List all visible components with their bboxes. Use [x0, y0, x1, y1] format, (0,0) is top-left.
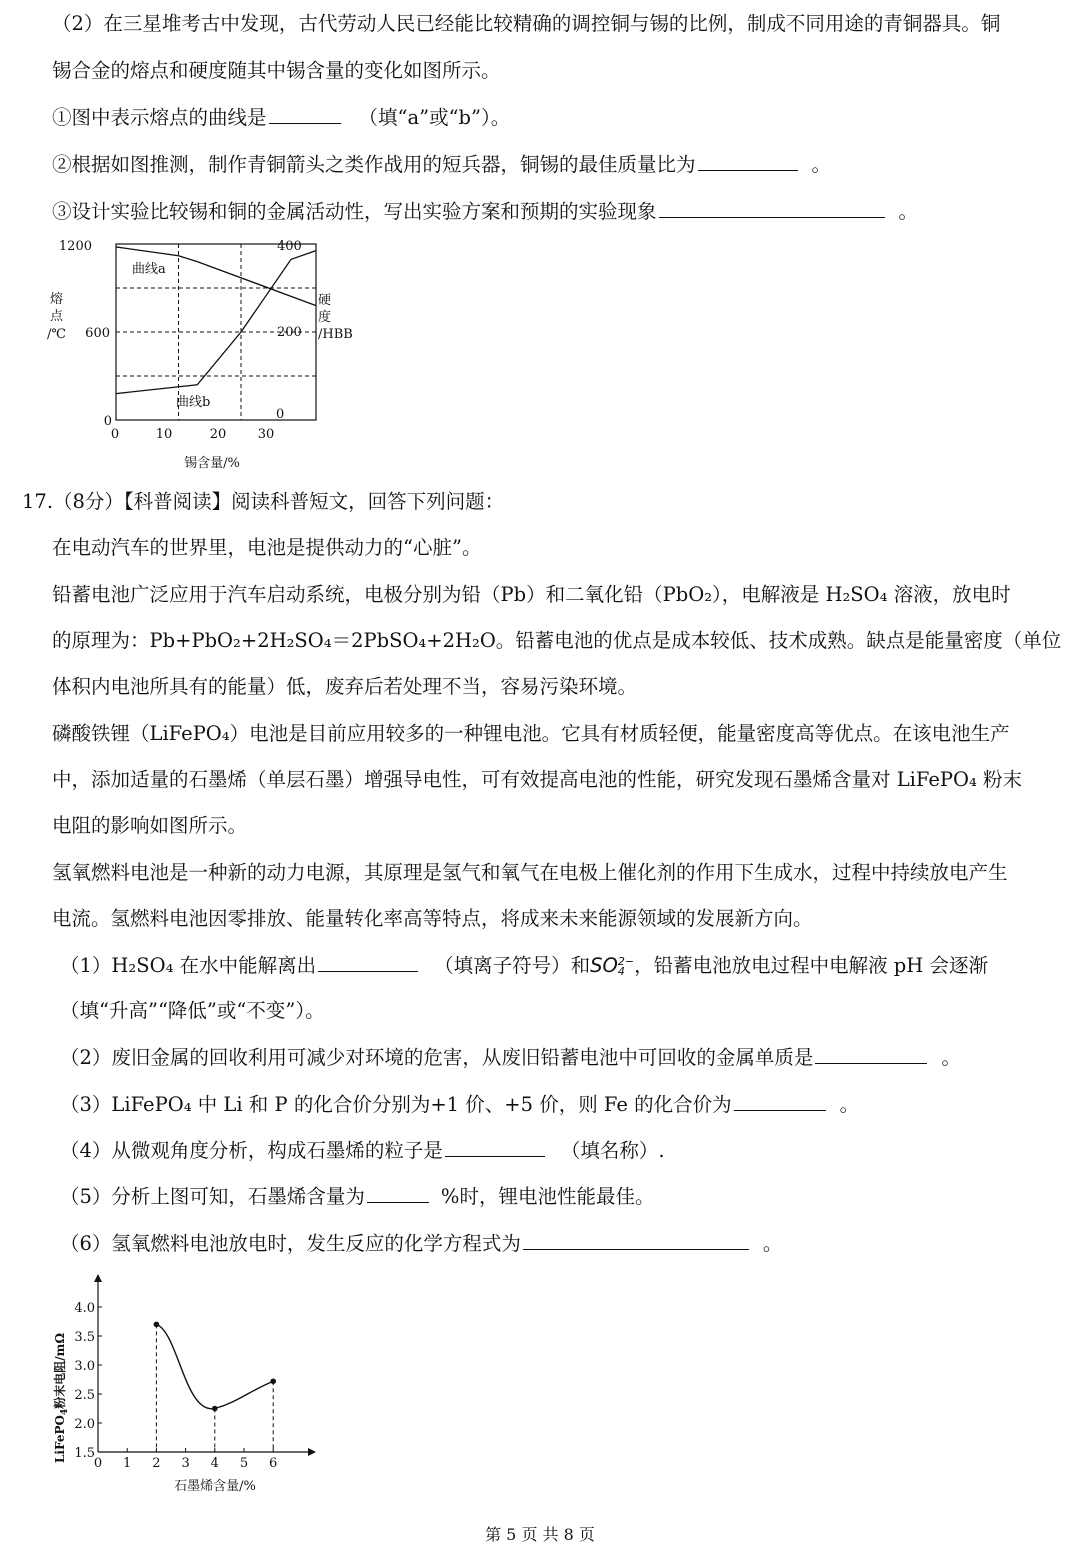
data-point [270, 1378, 276, 1384]
data-point [154, 1322, 160, 1328]
q17-q6-end: 。 [762, 1232, 783, 1255]
y-right-label: /HBB [318, 327, 353, 342]
x-tick: 30 [257, 427, 275, 442]
chart2-ticks [74, 1301, 277, 1471]
q17-q3-text: （3）LiFePO₄ 中 Li 和 P 的化合价分别为+1 价、+5 价，则 Fe 的化合价为 [60, 1093, 732, 1116]
answer-blank[interactable] [269, 103, 341, 124]
q16-sub3-text: ③设计实验比较锡和铜的金属活动性，写出实验方案和预期的实验现象 [52, 200, 657, 223]
q17-q4-hint: （填名称）. [560, 1139, 665, 1162]
q17-q1-text2: ，铅蓄电池放电过程中电解液 pH 会逐渐 [634, 954, 988, 977]
answer-blank[interactable] [659, 197, 885, 218]
y-tick-label: 2.5 [74, 1388, 95, 1403]
y-tick-label: 3.0 [74, 1359, 95, 1374]
q16-sub3 [52, 197, 918, 226]
answer-blank[interactable] [734, 1090, 826, 1111]
q17-question6 [60, 1229, 782, 1258]
q17-q2-end: 。 [941, 1046, 961, 1069]
q17-para4-line1: 氢氧燃料电池是一种新的动力电源，其原理是氢气和氧气在电极上催化剂的作用下生成水，过程中持续放电产生 [52, 861, 1008, 884]
q16-sub2 [52, 150, 831, 179]
x-tick: 0 [110, 427, 120, 442]
resistance-chart [40, 1272, 330, 1502]
data-point [212, 1406, 218, 1412]
y-tick-label: 2.0 [74, 1417, 95, 1432]
y-right-tick: 400 [277, 239, 302, 254]
resistance-curve [156, 1324, 273, 1408]
q17-question4 [60, 1136, 665, 1165]
q17-para4-line2: 电流。氢燃料电池因零排放、能量转化率高等特点，将成来未来能源领域的发展新方向。 [52, 907, 813, 930]
y-tick-label: 1.5 [74, 1446, 95, 1461]
y-left-label: 点 [50, 309, 64, 324]
y-right-label: 硬 [318, 293, 332, 308]
tin-alloy-chart [40, 230, 380, 480]
y-tick-label: 4.0 [74, 1301, 95, 1316]
q16-sub2-end: 。 [811, 153, 832, 176]
q17-q1-hint: （填离子符号）和 [434, 954, 591, 977]
page-footer: 第 5 页 共 8 页 [485, 1525, 595, 1544]
q17-para2-line1: 铅蓄电池广泛应用于汽车启动系统，电极分别为铅（Pb）和二氧化铅（PbO₂），电解液是 H₂SO₄ 溶液，放电时 [52, 583, 1011, 606]
answer-blank[interactable] [367, 1182, 429, 1203]
q17-title: 17.（8分）【科普阅读】阅读科普短文，回答下列问题： [22, 490, 505, 513]
q17-para3-line2: 中，添加适量的石墨烯（单层石墨）增强导电性，可有效提高电池的性能，研究发现石墨烯含量对 LiFePO₄ 粉末 [52, 768, 1023, 791]
q16-sub1-hint: （填“a”或“b”）。 [358, 106, 511, 129]
q16-intro-line2: 锡合金的熔点和硬度随其中锡含量的变化如图所示。 [52, 59, 501, 82]
curve-a-label: 曲线a [132, 262, 166, 277]
x-tick-label: 2 [152, 1456, 161, 1471]
q17-q6-text: （6）氢氧燃料电池放电时，发生反应的化学方程式为 [60, 1232, 521, 1255]
q17-question2 [60, 1043, 961, 1072]
y-left-tick: 600 [85, 326, 110, 341]
y-left-label: 熔 [50, 292, 64, 307]
x-tick-label: 6 [269, 1456, 278, 1471]
q16-sub1-text: ①图中表示熔点的曲线是 [52, 106, 267, 129]
y-left-tick: 1200 [58, 239, 92, 254]
y-right-label: 度 [318, 310, 332, 325]
answer-blank[interactable] [445, 1136, 545, 1157]
q17-para1: 在电动汽车的世界里，电池是提供动力的“心脏”。 [52, 536, 482, 559]
q17-q5-text: （5）分析上图可知，石墨烯含量为 [60, 1185, 365, 1208]
answer-blank[interactable] [318, 951, 418, 972]
q16-sub1 [52, 103, 510, 132]
q17-q2-text: （2）废旧金属的回收利用可减少对环境的危害，从废旧铅蓄电池中可回收的金属单质是 [60, 1046, 814, 1069]
q17-q1-text: （1）H₂SO₄ 在水中能解离出 [60, 954, 317, 977]
x-tick-label: 1 [123, 1456, 132, 1471]
chart2-axes [94, 1274, 316, 1456]
q17-question3 [60, 1090, 859, 1119]
y-right-tick: 200 [277, 325, 302, 340]
q16-sub3-end: 。 [898, 200, 919, 223]
x-axis-arrow [308, 1448, 316, 1456]
x-tick: 20 [209, 427, 227, 442]
q17-para2-line2: 的原理为：Pb+PbO₂+2H₂SO₄＝2PbSO₄+2H₂O。铅蓄电池的优点是成本较低、技术成熟。缺点是能量密度（单位 [52, 629, 1062, 652]
q17-question1-cont: （填“升高”“降低”或“不变”）。 [60, 999, 325, 1022]
curve-b-label: 曲线b [176, 395, 211, 410]
x-axis-label: 锡含量/% [184, 456, 240, 471]
answer-blank[interactable] [815, 1043, 927, 1064]
y-left-label: /℃ [47, 327, 66, 342]
x-axis-label: 石墨烯含量/% [174, 1479, 256, 1494]
q17-para3-line3: 电阻的影响如图所示。 [52, 814, 248, 837]
y-tick-label: 3.5 [74, 1330, 95, 1345]
q16-sub2-text: ②根据如图推测，制作青铜箭头之类作战用的短兵器，铜锡的最佳质量比为 [52, 153, 696, 176]
y-right-tick: 0 [276, 407, 285, 422]
q17-question5 [60, 1182, 654, 1211]
x-tick-label: 5 [239, 1456, 249, 1471]
q17-q5-end: %时，锂电池性能最佳。 [440, 1185, 655, 1208]
y-left-tick: 0 [103, 414, 112, 429]
q17-question1 [60, 951, 988, 980]
y-axis-label: LiFePO$_4$粉末电阻/mΩ [53, 1332, 70, 1464]
y-axis-arrow [94, 1274, 102, 1282]
x-tick-label: 4 [210, 1456, 219, 1471]
answer-blank[interactable] [698, 150, 798, 171]
x-tick: 10 [155, 427, 173, 442]
q17-q4-text: （4）从微观角度分析，构成石墨烯的粒子是 [60, 1139, 443, 1162]
q16-intro-line1: （2）在三星堆考古中发现，古代劳动人民已经能比较精确的调控铜与锡的比例，制成不同用途的青铜器具。铜 [52, 12, 1001, 35]
x-tick-label: 0 [93, 1456, 103, 1471]
q17-para2-line3: 体积内电池所具有的能量）低，废弃后若处理不当，容易污染环境。 [52, 675, 638, 698]
sulfate-ion: SO 2− 4 [590, 954, 635, 978]
chart2-series [154, 1322, 276, 1452]
q17-para3-line1: 磷酸铁锂（LiFePO₄）电池是目前应用较多的一种锂电池。它具有材质轻便，能量密度高等优点。在该电池生产 [52, 722, 1010, 745]
q17-q3-end: 。 [839, 1093, 860, 1116]
x-tick-label: 3 [181, 1456, 190, 1471]
answer-blank[interactable] [523, 1229, 749, 1250]
